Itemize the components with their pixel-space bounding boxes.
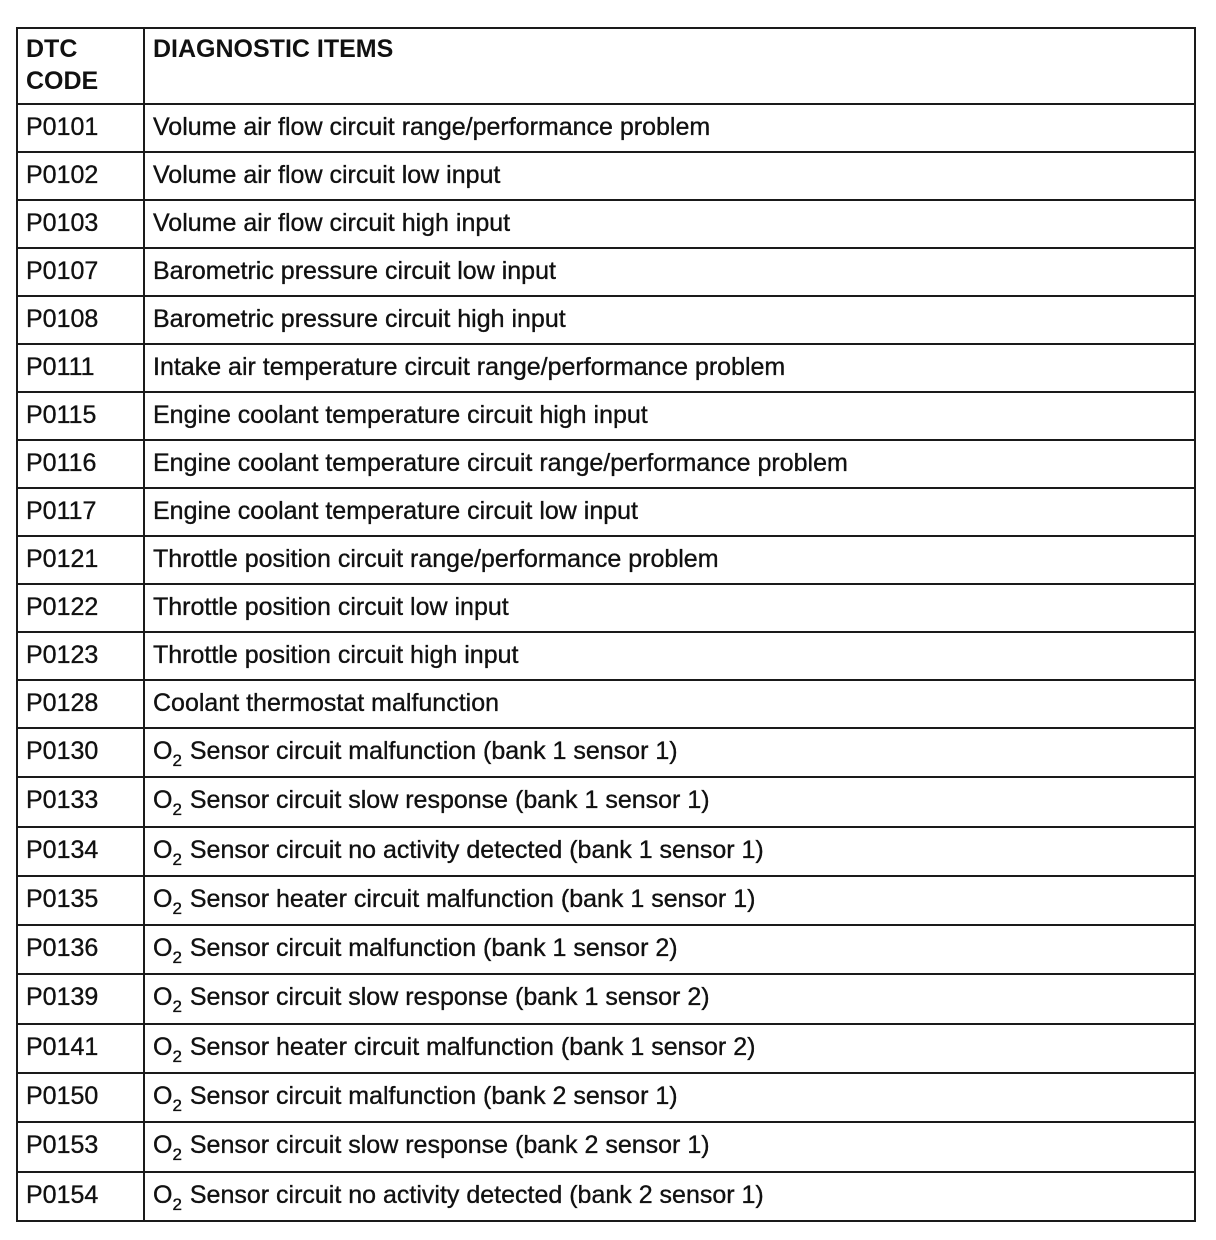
dtc-code-cell: P0133 — [17, 777, 144, 826]
diagnostic-item-text: Sensor circuit malfunction (bank 1 sensor 2) — [182, 934, 678, 963]
dtc-code-cell: P0134 — [17, 827, 144, 876]
diagnostic-item-cell: Volume air flow circuit range/performance problem — [144, 104, 1195, 152]
table-body — [17, 104, 1195, 1221]
table-row — [17, 248, 1195, 296]
table-row — [17, 440, 1195, 488]
dtc-code-cell: P0101 — [17, 104, 144, 152]
o2-prefix: O — [153, 1082, 173, 1111]
dtc-code-cell: P0111 — [17, 344, 144, 392]
o2-subscript: 2 — [172, 751, 182, 770]
diagnostic-item-text: Sensor heater circuit malfunction (bank 1 sensor 1) — [182, 884, 756, 913]
diagnostic-item-cell — [144, 876, 1195, 925]
diagnostic-item-cell — [144, 1024, 1195, 1073]
header-row — [17, 28, 1195, 104]
dtc-code-cell: P0117 — [17, 488, 144, 536]
o2-prefix: O — [153, 983, 173, 1012]
diagnostic-item-text: Sensor circuit slow response (bank 1 sensor 2) — [182, 983, 710, 1012]
table-row — [17, 152, 1195, 200]
dtc-code-cell: P0153 — [17, 1122, 144, 1171]
dtc-code-cell: P0150 — [17, 1073, 144, 1122]
table-row — [17, 584, 1195, 632]
dtc-code-cell: P0108 — [17, 296, 144, 344]
header-code-line2: CODE — [26, 67, 99, 95]
table-row — [17, 1024, 1195, 1073]
dtc-code-cell: P0115 — [17, 392, 144, 440]
dtc-code-cell: P0128 — [17, 680, 144, 728]
table-row — [17, 1172, 1195, 1221]
diagnostic-item-text: Sensor circuit malfunction (bank 2 sensor 1) — [182, 1082, 678, 1111]
dtc-code-cell: P0154 — [17, 1172, 144, 1221]
diagnostic-item-cell: Engine coolant temperature circuit low input — [144, 488, 1195, 536]
o2-subscript: 2 — [172, 1194, 182, 1214]
dtc-code-cell: P0102 — [17, 152, 144, 200]
diagnostic-item-text: Sensor circuit slow response (bank 1 sensor 1) — [182, 786, 710, 815]
diagnostic-item-cell — [144, 974, 1195, 1023]
diagnostic-item-cell: Engine coolant temperature circuit range/performance problem — [144, 440, 1195, 488]
o2-prefix: O — [153, 835, 173, 864]
o2-prefix: O — [153, 1032, 173, 1061]
diagnostic-item-cell — [144, 777, 1195, 826]
table-header — [17, 28, 1195, 104]
diagnostic-item-cell — [144, 1122, 1195, 1171]
o2-prefix: O — [153, 737, 173, 765]
diagnostic-item-cell: Volume air flow circuit high input — [144, 200, 1195, 248]
dtc-code-cell: P0141 — [17, 1024, 144, 1073]
diagnostic-item-text: Sensor circuit no activity detected (bank 1 sensor 1) — [182, 835, 764, 864]
table-row — [17, 344, 1195, 392]
o2-subscript: 2 — [172, 1145, 182, 1165]
o2-prefix: O — [153, 1131, 173, 1160]
table-row — [17, 974, 1195, 1023]
table-row — [17, 296, 1195, 344]
table-row — [17, 680, 1195, 728]
diagnostic-item-text: Sensor heater circuit malfunction (bank 1 sensor 2) — [182, 1032, 756, 1061]
o2-subscript: 2 — [172, 1046, 182, 1066]
dtc-code-cell: P0116 — [17, 440, 144, 488]
header-code-line1: DTC — [26, 35, 78, 63]
table-row — [17, 827, 1195, 876]
diagnostic-item-cell: Barometric pressure circuit high input — [144, 296, 1195, 344]
table-row — [17, 1073, 1195, 1122]
o2-subscript: 2 — [172, 997, 182, 1017]
dtc-code-cell: P0123 — [17, 632, 144, 680]
table-row — [17, 632, 1195, 680]
o2-subscript: 2 — [172, 849, 182, 869]
o2-subscript: 2 — [172, 1096, 182, 1116]
dtc-code-cell: P0130 — [17, 728, 144, 777]
diagnostic-item-cell: Volume air flow circuit low input — [144, 152, 1195, 200]
table-row — [17, 488, 1195, 536]
diagnostic-item-cell: Throttle position circuit range/performance problem — [144, 536, 1195, 584]
table-row — [17, 925, 1195, 974]
table-row — [17, 777, 1195, 826]
table-row — [17, 536, 1195, 584]
dtc-code-cell: P0121 — [17, 536, 144, 584]
o2-subscript: 2 — [172, 948, 182, 968]
diagnostic-item-cell — [144, 1073, 1195, 1122]
diagnostic-item-cell — [144, 1172, 1195, 1221]
diagnostic-item-cell: Barometric pressure circuit low input — [144, 248, 1195, 296]
dtc-code-cell: P0136 — [17, 925, 144, 974]
diagnostic-item-cell — [144, 925, 1195, 974]
table-row — [17, 728, 1195, 777]
o2-prefix: O — [153, 934, 173, 963]
header-diagnostic-items: DIAGNOSTIC ITEMS — [144, 28, 1195, 104]
table-row — [17, 1122, 1195, 1171]
table-row — [17, 876, 1195, 925]
diagnostic-item-cell — [144, 827, 1195, 876]
diagnostic-item-cell: Engine coolant temperature circuit high input — [144, 392, 1195, 440]
table-row — [17, 104, 1195, 152]
o2-prefix: O — [153, 884, 173, 913]
dtc-code-cell: P0122 — [17, 584, 144, 632]
o2-subscript: 2 — [172, 800, 182, 820]
diagnostic-item-cell: Coolant thermostat malfunction — [144, 680, 1195, 728]
table-row — [17, 392, 1195, 440]
diagnostic-item-cell — [144, 728, 1195, 777]
diagnostic-item-text: Sensor circuit no activity detected (bank 2 sensor 1) — [182, 1180, 764, 1209]
diagnostic-item-cell: Intake air temperature circuit range/performance problem — [144, 344, 1195, 392]
header-dtc-code — [17, 28, 144, 104]
table-row — [17, 200, 1195, 248]
dtc-code-cell: P0103 — [17, 200, 144, 248]
dtc-code-cell: P0139 — [17, 974, 144, 1023]
dtc-code-cell: P0135 — [17, 876, 144, 925]
diagnostic-item-text: Sensor circuit slow response (bank 2 sensor 1) — [182, 1131, 710, 1160]
diagnostic-item-cell: Throttle position circuit high input — [144, 632, 1195, 680]
o2-prefix: O — [153, 786, 173, 815]
o2-subscript: 2 — [172, 898, 182, 918]
dtc-code-cell: P0107 — [17, 248, 144, 296]
diagnostic-item-text: Sensor circuit malfunction (bank 1 sensor 1) — [182, 737, 678, 765]
o2-prefix: O — [153, 1180, 173, 1209]
diagnostic-item-cell: Throttle position circuit low input — [144, 584, 1195, 632]
dtc-table — [16, 27, 1196, 1222]
